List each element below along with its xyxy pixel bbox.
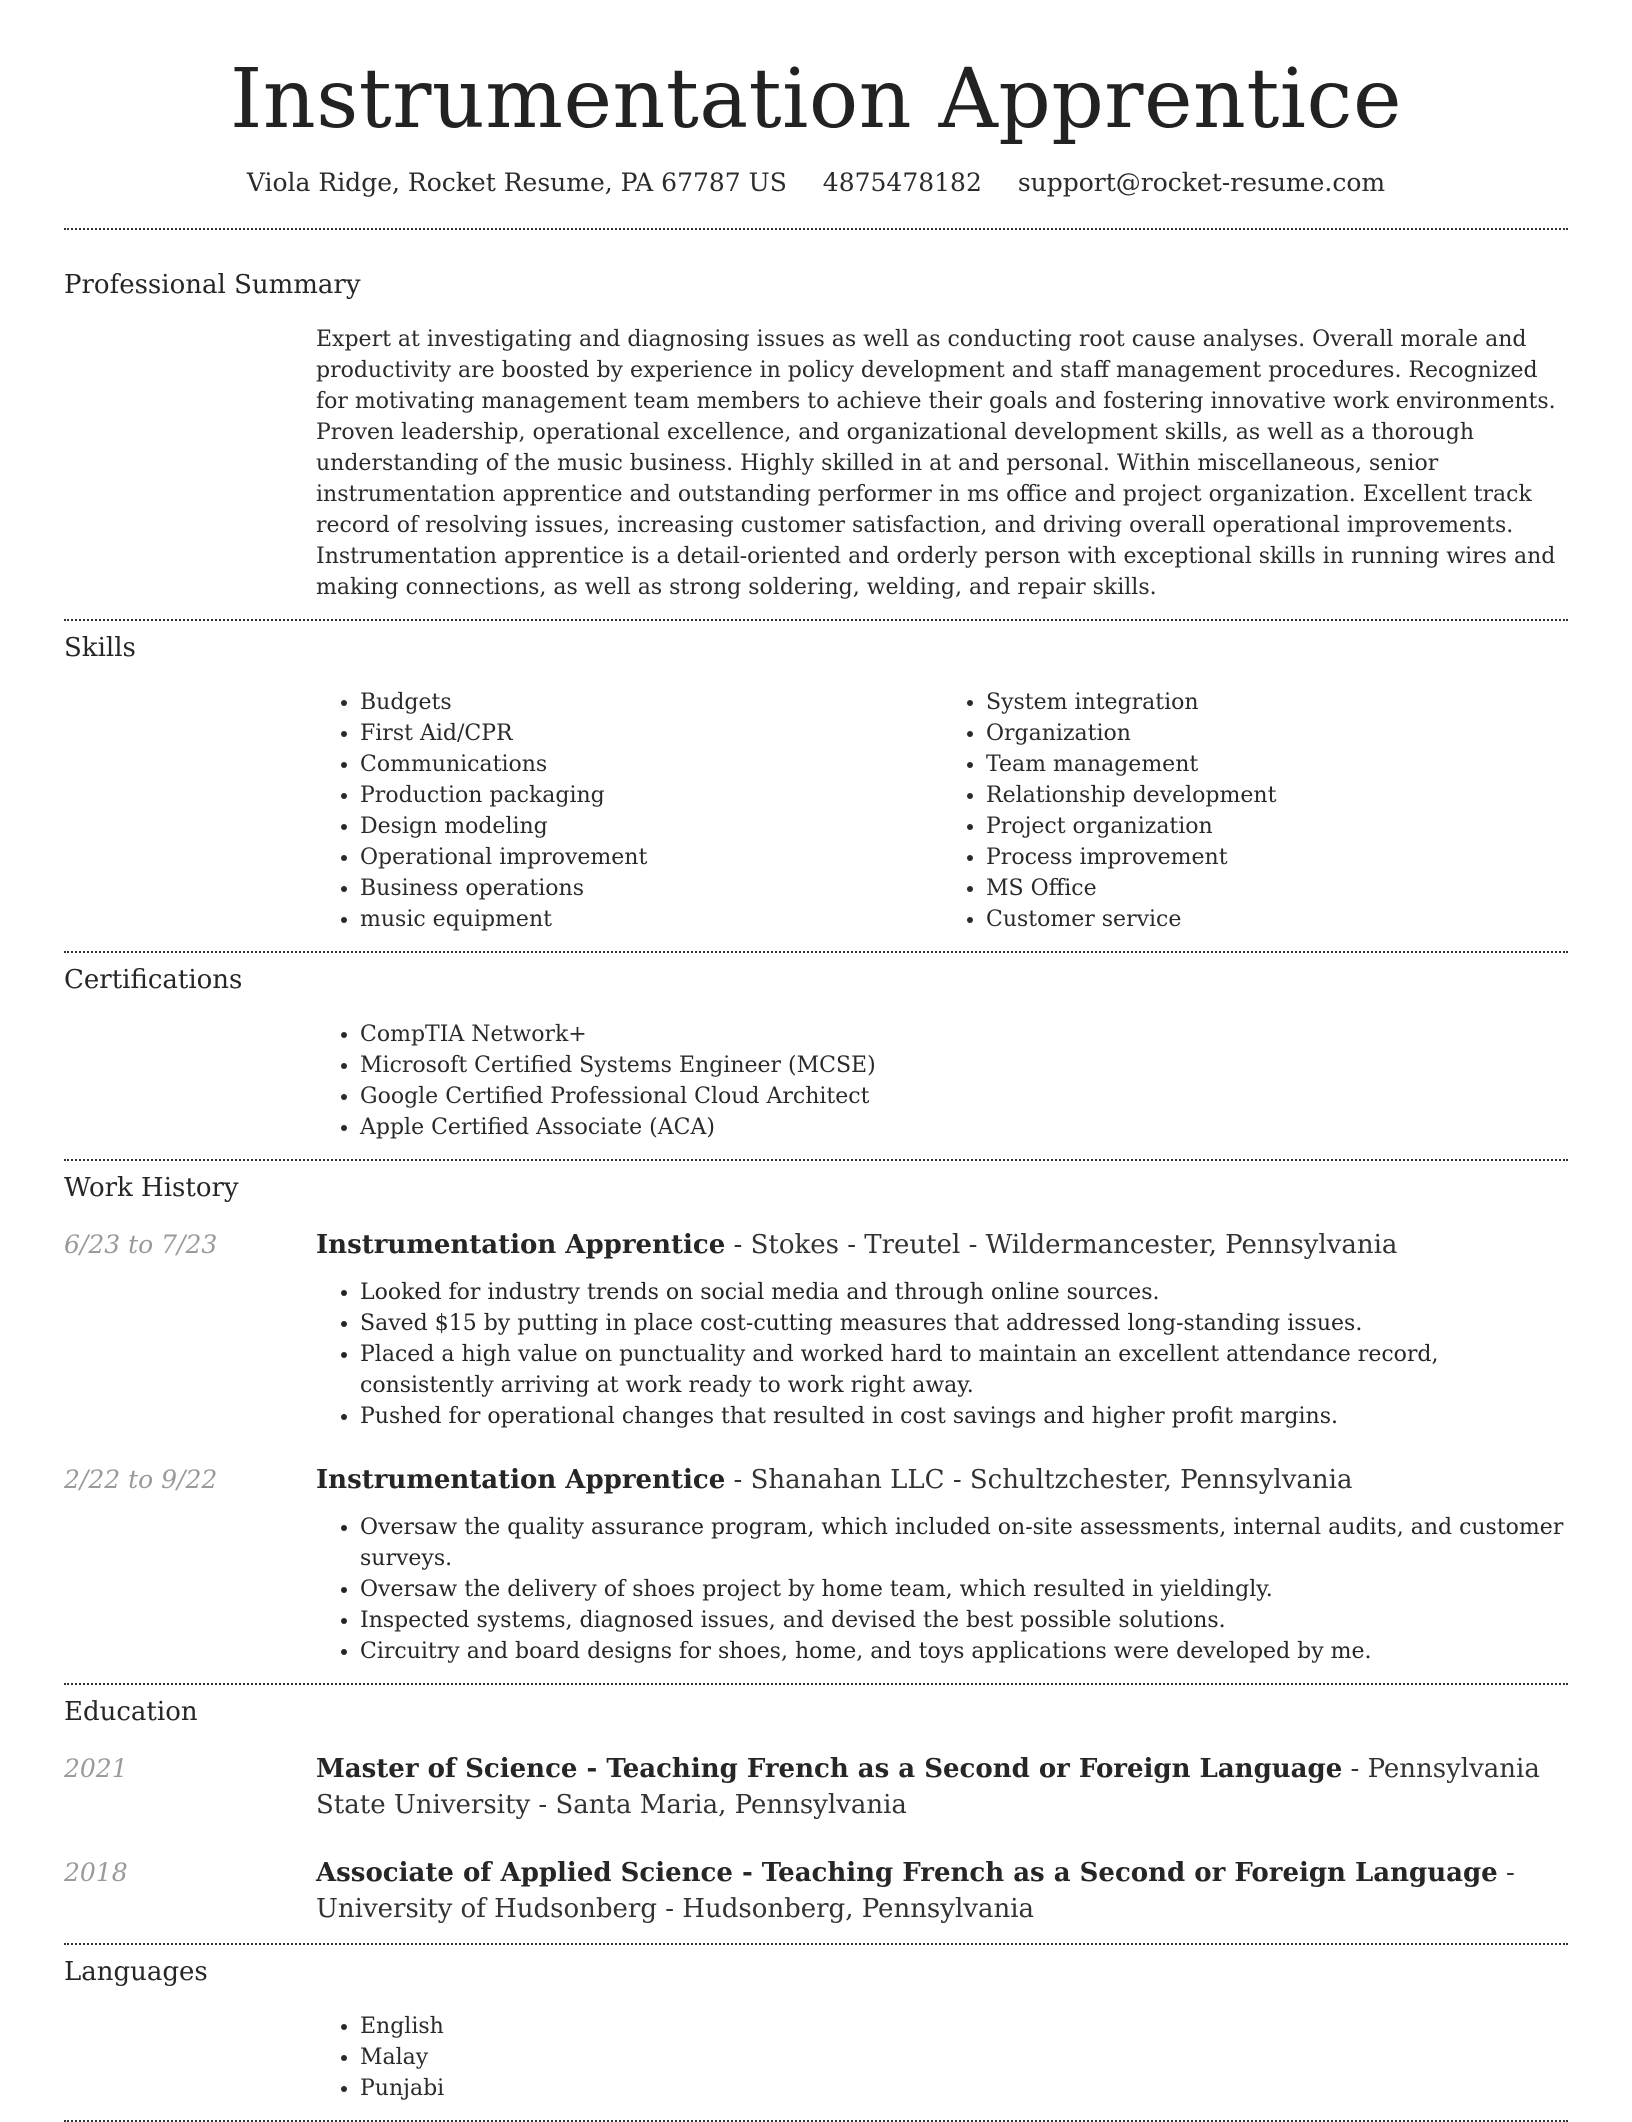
list-item: • Placed a high value on punctuality and worked hard to maintain an excellent attendance record, consistently arriving at work ready to work right away. <box>360 1339 1568 1401</box>
skills-heading: Skills <box>64 633 136 663</box>
list-item: • English <box>360 2011 1568 2042</box>
skills-list-left <box>316 687 942 935</box>
list-item: • Looked for industry trends on social media and through online sources. <box>360 1277 1568 1308</box>
summary-section <box>64 230 1568 619</box>
list-item: • Customer service <box>986 904 1568 935</box>
list-item: • Punjabi <box>360 2073 1568 2104</box>
list-item: • Project organization <box>986 811 1568 842</box>
job-company: - Stokes - Treutel - Wildermancester, Pennsylvania <box>725 1230 1398 1260</box>
skills-section <box>64 621 1568 951</box>
list-item: • First Aid/CPR <box>360 718 942 749</box>
job-title <box>316 1462 1568 1498</box>
list-item: • music equipment <box>360 904 942 935</box>
list-item: • System integration <box>986 687 1568 718</box>
list-item: • Operational improvement <box>360 842 942 873</box>
education-year: 2018 <box>64 1858 128 1887</box>
education-school: - University of Hudsonberg - Hudsonberg, Pennsylvania <box>316 1858 1515 1924</box>
job-entry <box>64 1227 1568 1432</box>
languages-section <box>64 1945 1568 2120</box>
work-history-heading: Work History <box>64 1173 239 1203</box>
list-item: • Process improvement <box>986 842 1568 873</box>
summary-text: Expert at investigating and diagnosing issues as well as conducting root cause analyses. Overall morale and productivity are boosted by experience in policy development and staff management procedures. Recognized for motivating management team members to achieve their goals and fostering innovative work environments. Proven leadership, operational excellence, and organizational development skills, as well as a thorough understanding of the music business. Highly skilled in at and personal. Within miscellaneous, senior instrumentation apprentice and outstanding performer in ms office and project organization. Excellent track record of resolving issues, increasing customer satisfaction, and driving overall operational improvements. Instrumentation apprentice is a detail-oriented and orderly person with exceptional skills in running wires and making connections, as well as strong soldering, welding, and repair skills. <box>316 327 1556 600</box>
certifications-section <box>64 953 1568 1159</box>
list-item: • Microsoft Certified Systems Engineer (MCSE) <box>360 1050 1568 1081</box>
certifications-list <box>316 1019 1568 1143</box>
list-item: • Circuitry and board designs for shoes, home, and toys applications were developed by me. <box>360 1636 1568 1667</box>
resume-page <box>64 0 1568 2122</box>
list-item: • Budgets <box>360 687 942 718</box>
list-item: • Oversaw the quality assurance program, which included on-site assessments, internal audits, and customer surveys. <box>360 1512 1568 1574</box>
education-title <box>316 1751 1568 1823</box>
list-item: • Design modeling <box>360 811 942 842</box>
contact-phone: 4875478182 <box>822 168 982 197</box>
job-company: - Shanahan LLC - Schultzchester, Pennsylvania <box>725 1465 1353 1495</box>
job-dates: 6/23 to 7/23 <box>64 1230 218 1259</box>
education-degree: Associate of Applied Science - Teaching French as a Second or Foreign Language <box>316 1858 1498 1888</box>
contact-line <box>64 166 1568 200</box>
candidate-name: Instrumentation Apprentice <box>230 52 1402 147</box>
list-item: • Oversaw the delivery of shoes project by home team, which resulted in yieldingly. <box>360 1574 1568 1605</box>
contact-email: support@rocket-resume.com <box>1017 168 1386 197</box>
list-item: • Saved $15 by putting in place cost-cutting measures that addressed long-standing issues. <box>360 1308 1568 1339</box>
list-item: • Google Certified Professional Cloud Architect <box>360 1081 1568 1112</box>
languages-list <box>316 2011 1568 2104</box>
education-title <box>316 1855 1568 1927</box>
contact-address: Viola Ridge, Rocket Resume, PA 67787 US <box>246 168 787 197</box>
languages-heading: Languages <box>64 1957 208 1987</box>
job-bullets <box>316 1512 1568 1667</box>
job-role: Instrumentation Apprentice <box>316 1230 726 1260</box>
education-entry <box>64 1855 1568 1927</box>
education-year: 2021 <box>64 1754 128 1783</box>
education-degree: Master of Science - Teaching French as a Second or Foreign Language <box>316 1754 1343 1784</box>
list-item: • Inspected systems, diagnosed issues, and devised the best possible solutions. <box>360 1605 1568 1636</box>
work-history-section <box>64 1161 1568 1683</box>
list-item: • CompTIA Network+ <box>360 1019 1568 1050</box>
job-entry <box>64 1462 1568 1667</box>
list-item: • Organization <box>986 718 1568 749</box>
job-role: Instrumentation Apprentice <box>316 1465 726 1495</box>
education-section <box>64 1685 1568 1943</box>
list-item: • Relationship development <box>986 780 1568 811</box>
education-heading: Education <box>64 1697 198 1727</box>
job-dates: 2/22 to 9/22 <box>64 1465 218 1494</box>
education-entry <box>64 1751 1568 1823</box>
list-item: • Malay <box>360 2042 1568 2073</box>
list-item: • Production packaging <box>360 780 942 811</box>
list-item: • Pushed for operational changes that resulted in cost savings and higher profit margins. <box>360 1401 1568 1432</box>
skills-list-right <box>942 687 1568 935</box>
job-title <box>316 1227 1568 1263</box>
list-item: • MS Office <box>986 873 1568 904</box>
list-item: • Communications <box>360 749 942 780</box>
list-item: • Team management <box>986 749 1568 780</box>
list-item: • Business operations <box>360 873 942 904</box>
summary-heading: Professional Summary <box>64 270 361 300</box>
job-bullets <box>316 1277 1568 1432</box>
education-school: - Pennsylvania State University - Santa Maria, Pennsylvania <box>316 1754 1540 1820</box>
certifications-heading: Certifications <box>64 965 243 995</box>
list-item: • Apple Certified Associate (ACA) <box>360 1112 1568 1143</box>
